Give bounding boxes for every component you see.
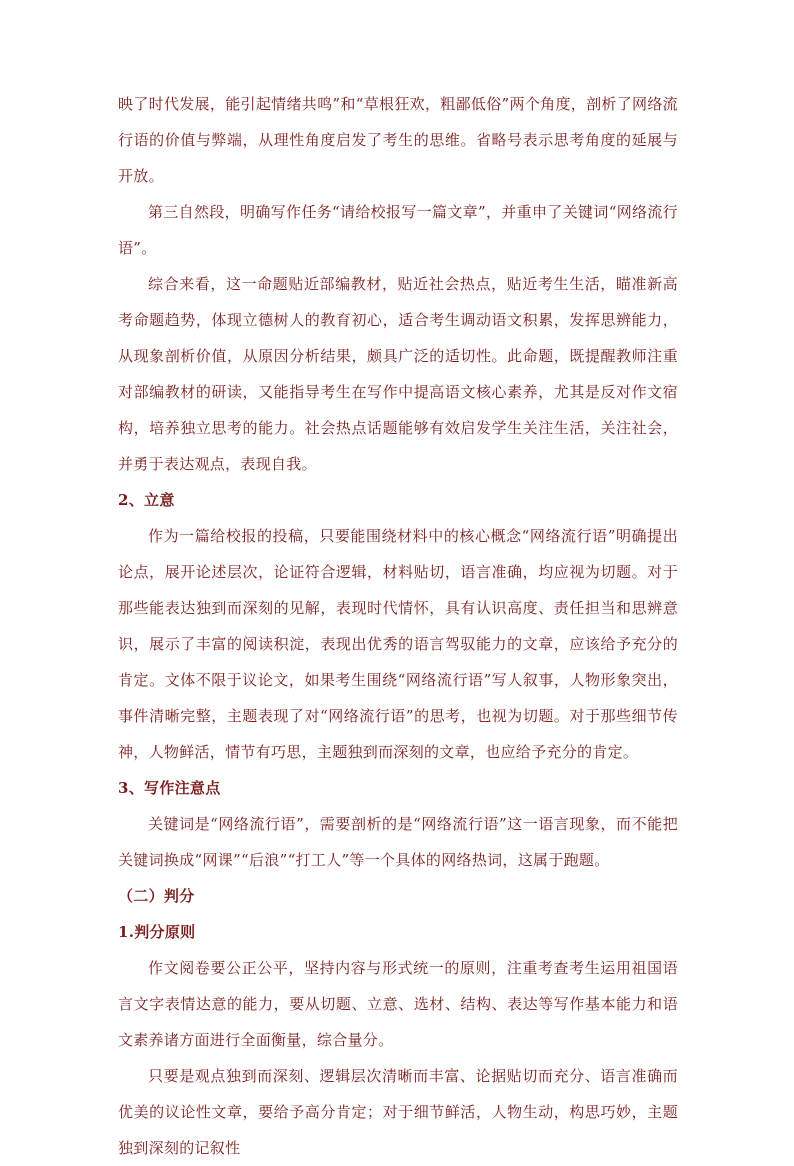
- heading-grading-principles: 1.判分原则: [118, 923, 196, 941]
- paragraph-writing-notes: 关键词是“网络流行语”，需要剖析的是“网络流行语”这一语言现象，而不能把关键词换成“网课”“后浪”“打工人”等一个具体的网络热词，这属于跑题。: [118, 815, 678, 869]
- heading-grading: （二）判分: [118, 887, 195, 905]
- paragraph-grading-principles: 作文阅卷要公正公平，坚持内容与形式统一的原则，注重考查考生运用祖国语言文字表情达意的能力，要从切题、立意、选材、结构、表达等写作基本能力和语文素养诸方面进行全面衡量，综合量分。: [118, 959, 678, 1049]
- heading-writing-notes: 3、写作注意点: [118, 779, 221, 797]
- paragraph-summary: 综合来看，这一命题贴近部编教材，贴近社会热点，贴近考生生活，瞄准新高考命题趋势，体现立德树人的教育初心，适合考生调动语文积累，发挥思辨能力，从现象剖析价值，从原因分析结果，颇具广泛的适切性。此命题，既提醒教师注重对部编教材的研读，又能指导考生在写作中提高语文核心素养，尤其是反对作文宿构，培养独立思考的能力。社会热点话题能够有效启发学生关注生活，关注社会，并勇于表达观点，表现自我。: [118, 275, 678, 473]
- paragraph-theme: 作为一篇给校报的投稿，只要能围绕材料中的核心概念“网络流行语”明确提出论点，展开论述层次，论证符合逻辑，材料贴切，语言准确，均应视为切题。对于那些能表达独到而深刻的见解，表现时代情怀，具有认识高度、责任担当和思辨意识，展示了丰富的阅读积淀，表现出优秀的语言驾驭能力的文章，应该给予充分的肯定。文体不限于议论文，如果考生围绕“网络流行语”写人叙事，人物形象突出，事件清晰完整，主题表现了对“网络流行语”的思考，也视为切题。对于那些细节传神，人物鲜活，情节有巧思，主题独到而深刻的文章，也应给予充分的肯定。: [118, 527, 678, 761]
- paragraph-high-score: 只要是观点独到而深刻、逻辑层次清晰而丰富、论据贴切而充分、语言准确而优美的议论性文章，要给予高分肯定；对于细节鲜活，人物生动，构思巧妙，主题独到深刻的记叙性: [118, 1067, 678, 1157]
- paragraph-writing-task: 第三自然段，明确写作任务“请给校报写一篇文章”，并重申了关键词“网络流行语”。: [118, 203, 678, 257]
- heading-theme: 2、立意: [118, 491, 175, 509]
- document-page: [118, 86, 678, 1166]
- paragraph-continuation: 映了时代发展，能引起情绪共鸣”和“草根狂欢，粗鄙低俗”两个角度，剖析了网络流行语的价值与弊端，从理性角度启发了考生的思维。省略号表示思考角度的延展与开放。: [118, 95, 678, 185]
